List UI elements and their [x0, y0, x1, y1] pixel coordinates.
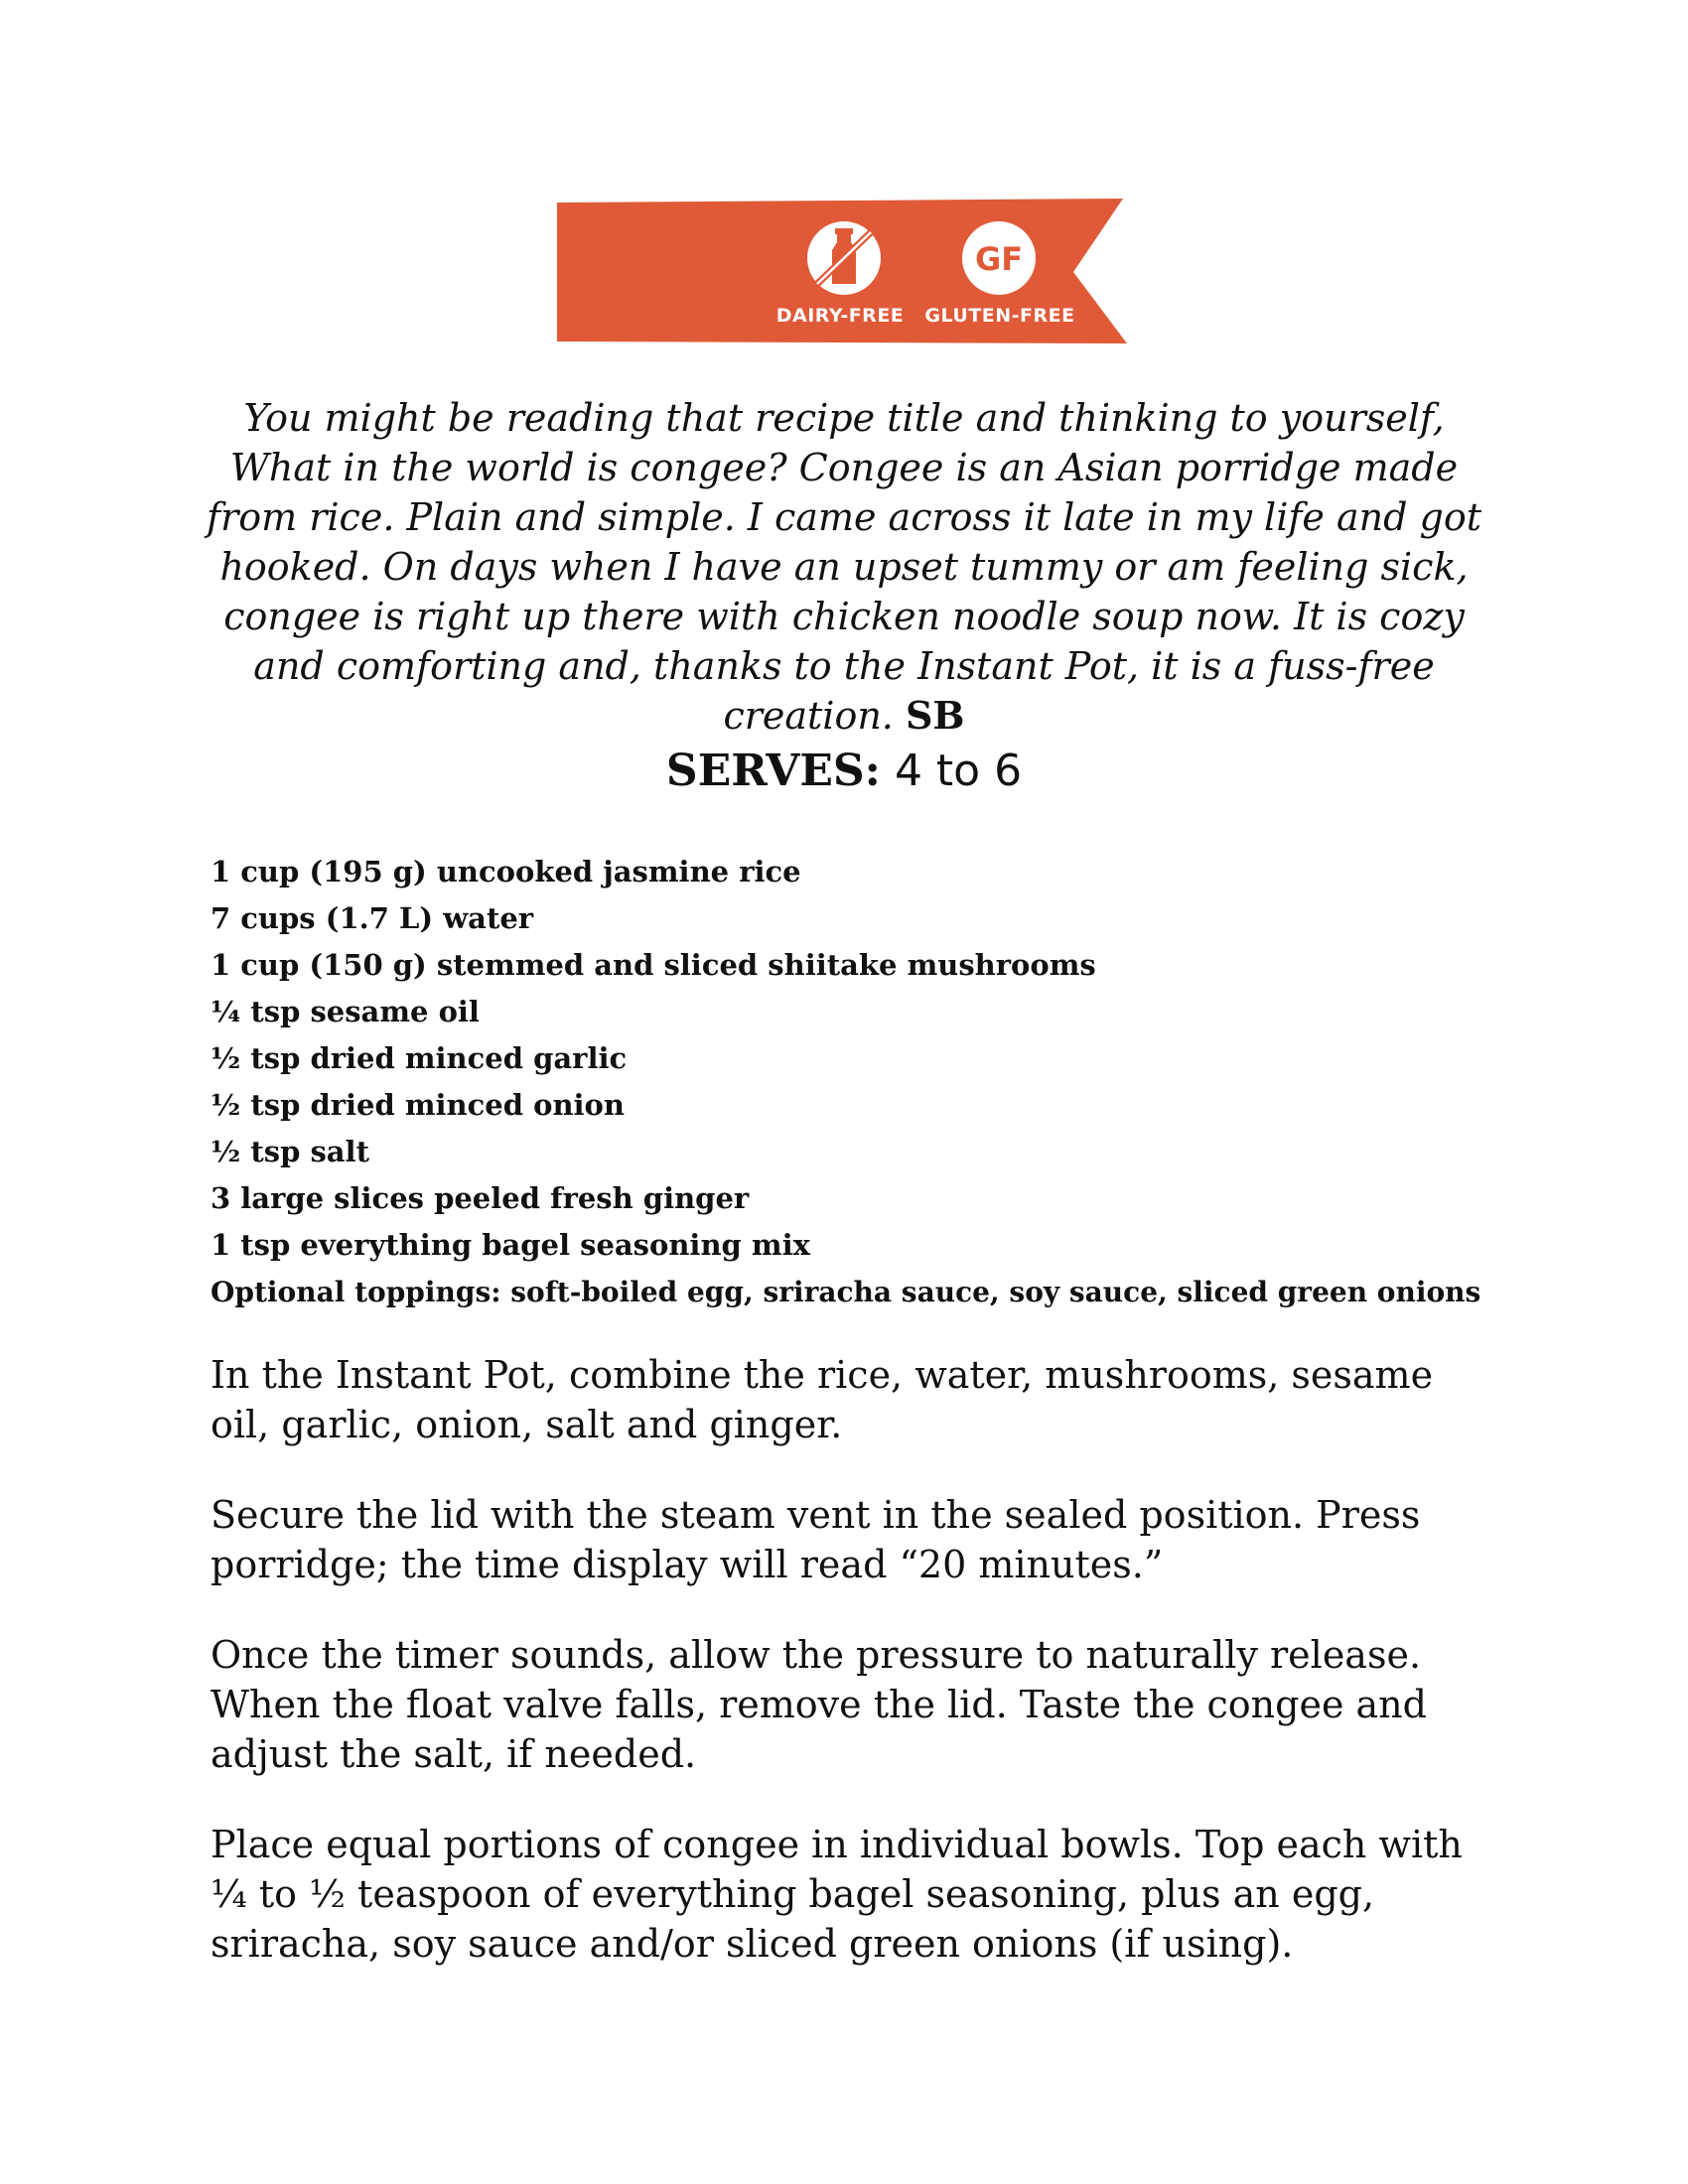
dairy-free-label: DAIRY-FREE: [775, 305, 905, 327]
ingredient-item: 3 large slices peeled fresh ginger: [211, 1181, 750, 1215]
method-step: Place equal portions of congee in individual bowls. Top each with ¼ to ½ teaspoon of everything bagel seasoning, plus an egg, sriracha, soy sauce and/or sliced green onions (if using).: [211, 1823, 1463, 1966]
gluten-free-label: GLUTEN-FREE: [924, 305, 1075, 327]
ingredient-item: 1 tsp everything bagel seasoning mix: [211, 1228, 810, 1262]
ingredient-list: [211, 849, 1501, 1315]
intro-text: You might be reading that recipe title and thinking to yourself, What in the world is congee? Congee is an Asian porridge made from rice. Plain and simple. I came across it late in my life and got hooked. On days when I have an upset tummy or am feeling sick, congee is right up there with chicken noodle soup now. It is cozy and comforting and, thanks to the Instant Pot, it is a fuss-free creation.: [207, 396, 1481, 738]
method-step: Secure the lid with the steam vent in the sealed position. Press porridge; the time display will read “20 minutes.”: [211, 1493, 1421, 1586]
ingredient-item: 7 cups (1.7 L) water: [211, 901, 534, 935]
ingredient-item: ½ tsp dried minced onion: [211, 1088, 625, 1122]
ingredient-item: ¼ tsp sesame oil: [211, 995, 480, 1028]
method-step: Once the timer sounds, allow the pressure to naturally release. When the float valve falls, remove the lid. Taste the congee and adjust the salt, if needed.: [211, 1633, 1427, 1776]
ingredient-item: 1 cup (150 g) stemmed and sliced shiitake mushrooms: [211, 948, 1096, 982]
gf-icon-text: GF: [974, 240, 1024, 278]
serves-line: [199, 744, 1489, 799]
ingredient-item: ½ tsp dried minced garlic: [211, 1041, 628, 1075]
gluten-free-icon: [962, 221, 1036, 295]
dairy-free-icon: [807, 221, 881, 295]
serves-value: 4 to 6: [894, 746, 1023, 796]
serves-label: SERVES:: [665, 746, 881, 796]
diet-badge-banner: [557, 199, 1131, 345]
banner-ribbon: [557, 199, 1131, 345]
method-steps: [211, 1350, 1501, 2009]
ingredient-item: ½ tsp salt: [211, 1135, 369, 1168]
optional-toppings-item: Optional toppings: soft-boiled egg, sriracha sauce, soy sauce, sliced green onions: [211, 1276, 1481, 1308]
author-initials: SB: [905, 693, 965, 738]
method-step: In the Instant Pot, combine the rice, water, mushrooms, sesame oil, garlic, onion, salt and ginger.: [211, 1353, 1434, 1446]
recipe-intro: [199, 393, 1489, 741]
ingredient-item: 1 cup (195 g) uncooked jasmine rice: [211, 855, 801, 888]
